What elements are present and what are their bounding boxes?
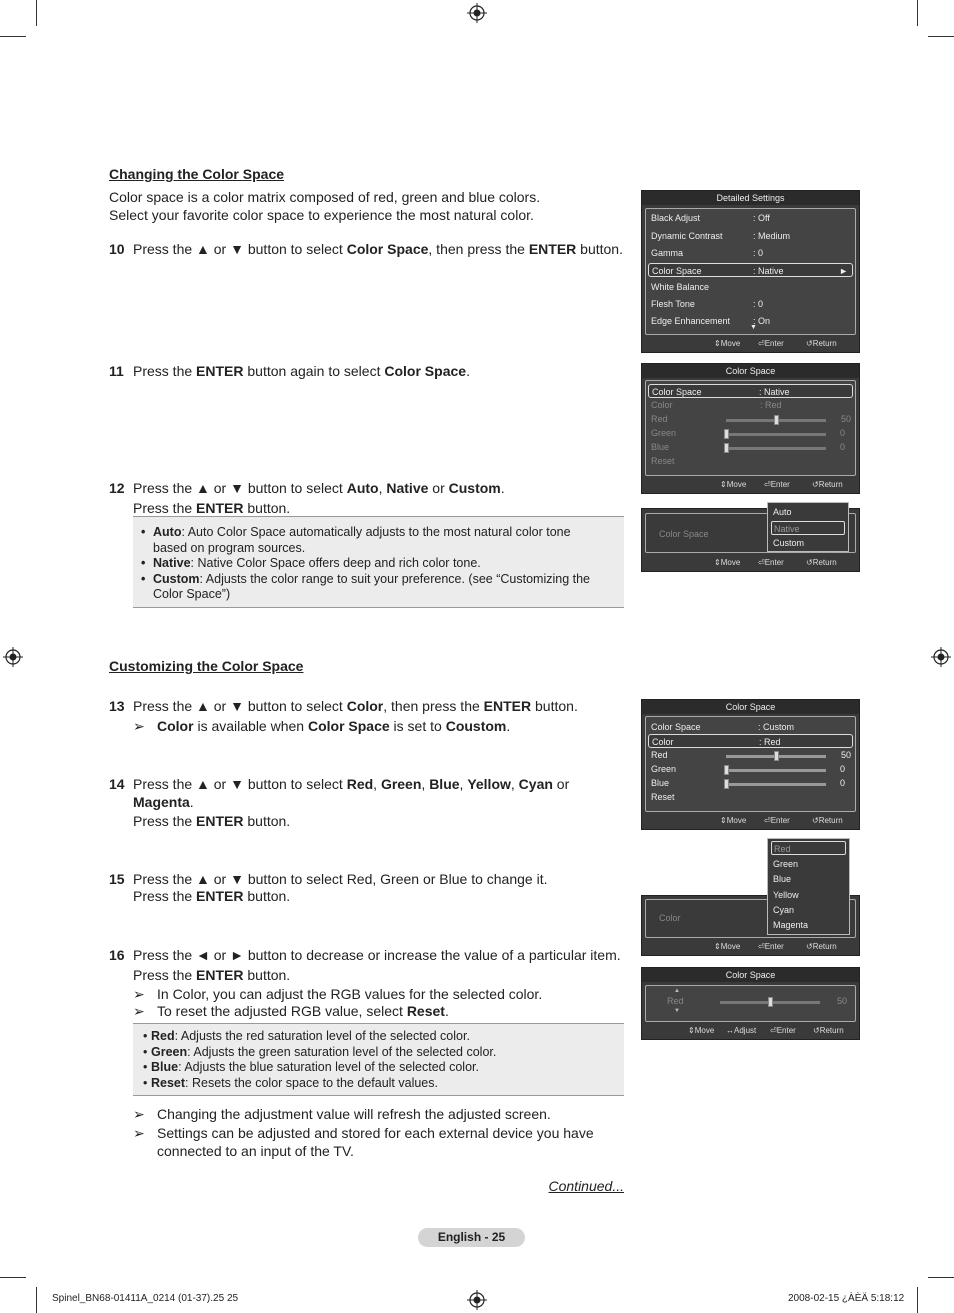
step-number: 13 xyxy=(109,698,125,714)
move-hint: ⇕ Move xyxy=(714,339,741,348)
enter-hint: ⏎ Enter xyxy=(770,1026,796,1035)
list-item: • Green: Adjusts the green saturation level of the selected color. xyxy=(143,1044,497,1059)
registration-mark-icon xyxy=(467,1290,487,1310)
step-subtext: Press the ENTER button. xyxy=(133,888,291,904)
crop-mark xyxy=(917,0,918,26)
return-hint: ↺ Return xyxy=(813,1026,844,1035)
dropdown-option-yellow[interactable]: Yellow xyxy=(773,890,799,900)
enter-hint: ⏎ Enter xyxy=(758,942,784,951)
move-hint: ⇕ Move xyxy=(714,942,741,951)
osd-footer xyxy=(642,813,859,829)
osd-title: Color Space xyxy=(642,968,859,982)
list-item: • Blue: Adjusts the blue saturation level of the selected color. xyxy=(143,1060,479,1074)
slider-knob[interactable] xyxy=(724,443,729,453)
note xyxy=(133,717,629,737)
list-item: • Reset: Resets the color space to the default values. xyxy=(143,1075,438,1090)
note-text: In Color, you can adjust the RGB values for the selected color. xyxy=(157,986,543,1002)
return-hint: ↺ Return xyxy=(812,480,843,489)
section-heading: Customizing the Color Space xyxy=(109,658,304,674)
crop-mark xyxy=(917,1287,918,1313)
note xyxy=(133,1002,629,1020)
enter-hint: ⏎ Enter xyxy=(764,816,790,825)
move-hint: ⇕ Move xyxy=(688,1026,715,1035)
note-text: Settings can be adjusted and stored for each external device you have connected to an input of the TV. xyxy=(157,1125,594,1159)
step-text: Press the ◄ or ► button to decrease or increase the value of a particular item. xyxy=(133,947,621,963)
dropdown-option-custom[interactable]: Custom xyxy=(773,538,805,548)
osd-title: Detailed Settings xyxy=(642,191,859,205)
slider-track xyxy=(726,447,826,450)
page-number-badge: English - 25 xyxy=(418,1228,525,1247)
slider-knob[interactable] xyxy=(724,765,729,775)
step-text: Press the ▲ or ▼ button to select Color, then press the ENTER button. xyxy=(133,698,578,714)
osd-color-space-custom xyxy=(641,699,860,830)
osd-row[interactable]: Color Space : Custom xyxy=(651,722,795,732)
return-hint: ↺ Return xyxy=(806,558,837,567)
note xyxy=(133,985,629,1003)
list-item: • Custom: Adjusts the color range to suit your preference. (see “Customizing the xyxy=(141,571,591,586)
dropdown-option-auto[interactable]: Auto xyxy=(773,507,792,517)
note xyxy=(133,1105,629,1123)
step-10 xyxy=(109,240,629,260)
slider-track xyxy=(726,433,826,436)
print-footer-right: 2008-02-15 ¿ÀÈÄ 5:18:12 xyxy=(788,1293,905,1304)
intro-line: Color space is a color matrix composed of red, green and blue colors. xyxy=(109,189,541,205)
step-subtext: Press the ENTER button. xyxy=(133,500,291,516)
step-16 xyxy=(109,946,629,986)
osd-row: Reset xyxy=(651,456,675,466)
osd-row-green: Green 0 xyxy=(651,428,845,438)
note-arrow-icon: ➢ xyxy=(133,1106,145,1122)
step-number: 14 xyxy=(109,776,125,792)
osd-detailed-settings xyxy=(641,190,860,353)
arrow-down-icon: ▼ xyxy=(674,1008,680,1014)
osd-red-adjust xyxy=(641,967,860,1040)
color-space-dropdown-list xyxy=(767,502,849,552)
osd-row-label: Color xyxy=(659,913,681,923)
step-text: Press the ▲ or ▼ button to select Color Space, then press the ENTER button. xyxy=(133,241,623,257)
osd-row[interactable]: Flesh Tone : 0 xyxy=(651,299,764,309)
note-arrow-icon: ➢ xyxy=(133,1003,145,1019)
osd-row-red[interactable]: Red 50 xyxy=(651,750,851,760)
osd-row[interactable]: Dynamic Contrast : Medium xyxy=(651,231,791,241)
step-14 xyxy=(109,775,629,835)
note-arrow-icon: ➢ xyxy=(133,718,145,734)
osd-row[interactable]: Edge Enhancement : On xyxy=(651,316,771,326)
osd-row[interactable]: White Balance xyxy=(651,282,710,292)
osd-color-space-native xyxy=(641,363,860,494)
section-heading: Changing the Color Space xyxy=(109,166,285,182)
osd-row: Color : Red xyxy=(651,400,782,410)
note-arrow-icon: ➢ xyxy=(133,986,145,1002)
osd-title: Color Space xyxy=(642,364,859,378)
print-footer-left: Spinel_BN68-01411A_0214 (01-37).25 25 xyxy=(52,1293,239,1304)
slider-knob[interactable] xyxy=(774,415,779,425)
color-space-options-box xyxy=(133,516,624,608)
note-text: To reset the adjusted RGB value, select Reset. xyxy=(157,1003,449,1019)
dropdown-option-green[interactable]: Green xyxy=(773,859,799,869)
step-number: 12 xyxy=(109,480,125,496)
color-dropdown-list xyxy=(767,838,850,935)
osd-row-selected[interactable]: Color : Red xyxy=(648,734,853,748)
osd-row-label: Color Space xyxy=(659,529,709,539)
step-number: 11 xyxy=(109,363,124,379)
step-11 xyxy=(109,362,629,382)
crop-mark xyxy=(928,36,954,37)
step-subtext: Press the ENTER button. xyxy=(133,813,291,829)
adjust-value: 50 xyxy=(837,996,848,1006)
dropdown-option-magenta[interactable]: Magenta xyxy=(773,920,809,930)
intro-line: Select your favorite color space to experience the most natural color. xyxy=(109,207,534,223)
osd-row-selected[interactable]: Color Space : Native ► xyxy=(648,263,853,277)
rgb-options-box xyxy=(133,1023,624,1096)
crop-mark xyxy=(0,36,26,37)
slider-knob[interactable] xyxy=(768,997,773,1007)
note xyxy=(133,1124,629,1160)
crop-mark xyxy=(36,0,37,26)
step-15 xyxy=(109,870,629,910)
step-number: 15 xyxy=(109,871,125,887)
note-text: Changing the adjustment value will refresh the adjusted screen. xyxy=(157,1106,551,1122)
step-text: Press the ▲ or ▼ button to select Auto, Native or Custom. xyxy=(133,480,505,496)
intro-text xyxy=(109,188,629,224)
osd-row[interactable]: Reset xyxy=(651,792,675,802)
step-text: Press the ENTER button again to select Color Space. xyxy=(133,363,470,379)
registration-mark-icon xyxy=(3,647,23,667)
list-item: Color Space”) xyxy=(153,587,231,601)
registration-mark-icon xyxy=(931,647,951,667)
osd-footer xyxy=(642,555,859,571)
dropdown-option-red[interactable]: Red xyxy=(771,841,846,855)
registration-mark-icon xyxy=(467,3,487,23)
scroll-down-icon: ▼ xyxy=(750,324,757,331)
dropdown-option-cyan[interactable]: Cyan xyxy=(773,905,795,915)
step-text: Press the ▲ or ▼ button to select Red, Green, Blue, Yellow, Cyan or Magenta. xyxy=(133,776,570,810)
step-12 xyxy=(109,479,629,519)
crop-mark xyxy=(0,1277,26,1278)
osd-row-blue: Blue 0 xyxy=(651,442,845,452)
osd-row-green[interactable]: Green 0 xyxy=(651,764,845,774)
osd-row[interactable]: Gamma : 0 xyxy=(651,248,764,258)
slider-knob[interactable] xyxy=(774,751,779,761)
list-item: • Red: Adjusts the red saturation level of the selected color. xyxy=(143,1029,470,1043)
crop-mark xyxy=(36,1287,37,1313)
step-subtext: Press the ENTER button. xyxy=(133,967,291,983)
list-item: based on program sources. xyxy=(153,540,306,555)
osd-row-red: Red 50 xyxy=(651,414,851,424)
osd-row-selected[interactable]: Color Space : Native xyxy=(648,384,853,398)
list-item: • Native: Native Color Space offers deep and rich color tone. xyxy=(141,556,481,570)
enter-hint: ⏎ Enter xyxy=(758,339,784,348)
enter-hint: ⏎ Enter xyxy=(764,480,790,489)
move-hint: ⇕ Move xyxy=(714,558,741,567)
note-arrow-icon: ➢ xyxy=(133,1125,145,1141)
osd-footer xyxy=(642,336,859,352)
return-hint: ↺ Return xyxy=(806,339,837,348)
osd-footer xyxy=(642,939,859,955)
dropdown-option-native[interactable]: Native xyxy=(771,521,845,535)
step-text: Press the ▲ or ▼ button to select Red, Green or Blue to change it. xyxy=(133,871,548,887)
adjust-label: Red xyxy=(667,996,684,1006)
slider-track xyxy=(726,769,826,772)
adjust-hint: ↔ Adjust xyxy=(726,1026,757,1035)
osd-title: Color Space xyxy=(642,700,859,714)
dropdown-option-blue[interactable]: Blue xyxy=(773,874,792,884)
step-number: 10 xyxy=(109,241,125,257)
slider-track xyxy=(726,783,826,786)
arrow-right-icon: ► xyxy=(839,266,848,276)
step-number: 16 xyxy=(109,947,125,963)
crop-mark xyxy=(928,1277,954,1278)
note-text: Color is available when Color Space is set to Coustom. xyxy=(157,718,511,734)
osd-row[interactable]: Black Adjust : Off xyxy=(651,213,770,223)
osd-footer xyxy=(642,477,859,493)
move-hint: ⇕ Move xyxy=(720,816,747,825)
enter-hint: ⏎ Enter xyxy=(758,558,784,567)
osd-row-blue[interactable]: Blue 0 xyxy=(651,778,845,788)
return-hint: ↺ Return xyxy=(812,816,843,825)
osd-footer xyxy=(642,1023,859,1039)
slider-knob[interactable] xyxy=(724,779,729,789)
continued-link: Continued... xyxy=(548,1178,624,1194)
move-hint: ⇕ Move xyxy=(720,480,747,489)
slider-knob[interactable] xyxy=(724,429,729,439)
return-hint: ↺ Return xyxy=(806,942,837,951)
arrow-up-icon: ▲ xyxy=(674,988,680,994)
list-item: • Auto: Auto Color Space automatically adjusts to the most natural color tone xyxy=(141,525,571,539)
